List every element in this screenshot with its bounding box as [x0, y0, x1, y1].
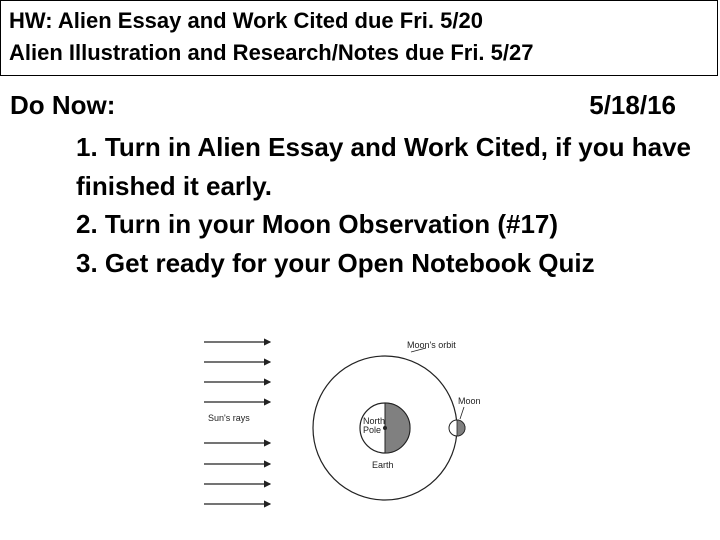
moon-orbit-label: Moon's orbit [407, 340, 456, 350]
moon-orbit-diagram [196, 326, 496, 526]
homework-line-2: Alien Illustration and Research/Notes due Fri. 5/27 [9, 40, 534, 65]
homework-box [0, 0, 718, 76]
sun-rays [204, 342, 270, 504]
homework-line-1: HW: Alien Essay and Work Cited due Fri. 5/20 [9, 8, 483, 33]
moon-leader [460, 407, 464, 419]
task-list [76, 128, 706, 282]
do-now-label: Do Now: [10, 90, 116, 120]
earth-label: Earth [372, 460, 394, 470]
task-item-2: 2. Turn in your Moon Observation (#17) [76, 209, 559, 239]
north-pole-label-2: Pole [363, 425, 382, 435]
task-item-1: 1. Turn in Alien Essay and Work Cited, if you have finished it early. [76, 132, 691, 201]
moon [449, 420, 465, 436]
sun-rays-label: Sun's rays [208, 413, 250, 423]
north-pole-label-1: North [363, 416, 386, 426]
do-now-date: 5/18/16 [589, 90, 676, 120]
task-item-3: 3. Get ready for your Open Notebook Quiz [76, 247, 595, 278]
moon-label: Moon [458, 396, 481, 406]
